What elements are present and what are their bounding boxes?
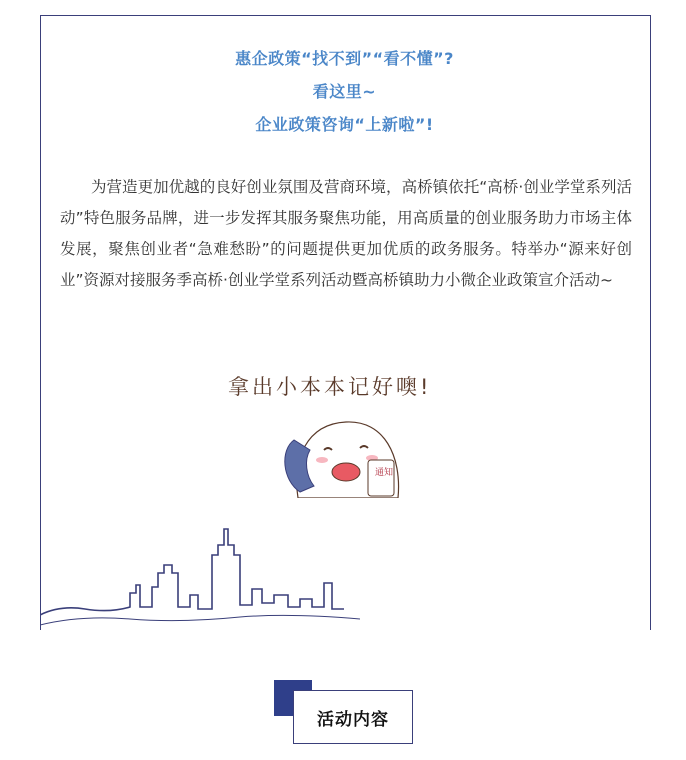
city-skyline-decoration: [40, 525, 360, 635]
section-title-box: [293, 690, 413, 744]
headline-line-1: 惠企政策“找不到”“看不懂”?: [235, 49, 454, 68]
headline-line-2: 看这里~: [312, 82, 377, 101]
section-title: 活动内容: [317, 709, 389, 730]
headline-line-3: 企业政策咨询“上新啦”!: [255, 115, 434, 134]
sticker-caption: 拿出小本本记好噢!: [228, 375, 432, 399]
note-text: 通知: [375, 468, 394, 478]
phone-character-illustration: [276, 410, 416, 498]
intro-paragraph: 为营造更加优越的良好创业氛围及营商环境，高桥镇依托“高桥·创业学堂系列活动”特色服务品牌，进一步发挥其服务聚焦功能，用高质量的创业服务助力市场主体发展，聚焦创业者“急难愁盼”的问题提供更加优质的政务服务。特举办“源来好创业”资源对接服务季高桥·创业学堂系列活动暨高桥镇助力小微企业政策宣介活动~: [60, 178, 632, 289]
